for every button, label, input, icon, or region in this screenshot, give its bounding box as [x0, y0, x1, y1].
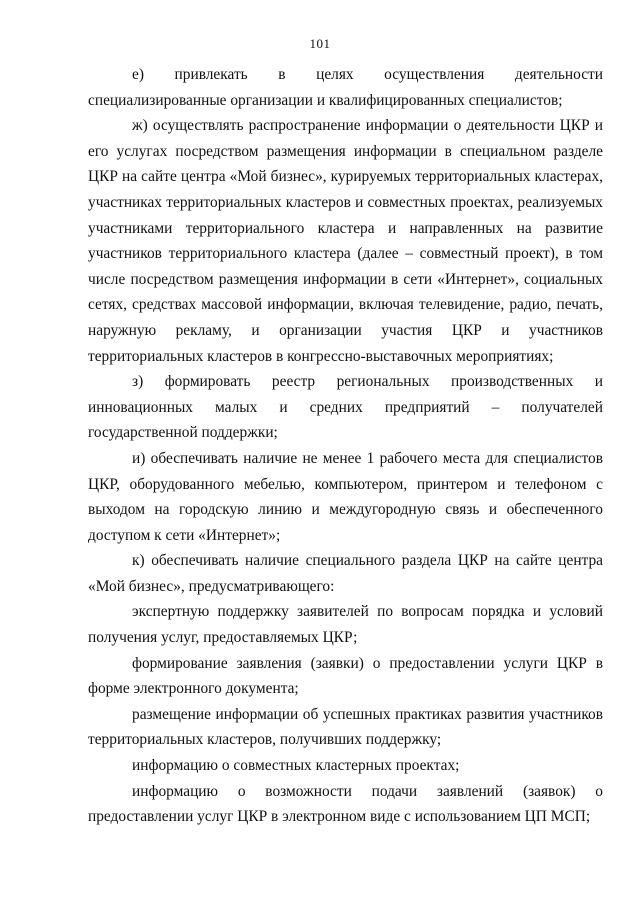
paragraph-application-form: формирование заявления (заявки) о предоставлении услуги ЦКР в форме электронного документа; [88, 654, 603, 698]
paragraph-e: е) привлекать в целях осуществления деятельности специализированные организации и квалифицированных специалистов; [88, 66, 603, 109]
paragraph-z: з) формировать реестр региональных производственных и инновационных малых и средних предприятий – получателей государственной поддержки; [88, 373, 603, 442]
paragraph-joint-projects: информацию о совместных кластерных проектах; [132, 757, 460, 775]
paragraph-k: к) обеспечивать наличие специального раздела ЦКР на сайте центра «Мой бизнес», предусматривающего: [88, 552, 603, 595]
paragraph-zh: ж) осуществлять распространение информации о деятельности ЦКР и его услугах посредством размещения информации в специальном разделе ЦКР на сайте центра «Мой бизнес», курируемых территориальных кластерах, участниках территориальных кластеров и совместных проектах, реализуемых участниками территориального кластера и направленных на развитие участников территориального кластера (далее – совместный проект), в том числе посредством размещения информации в сети «Интернет», социальных сетях, средствах массовой информации, включая телевидение, радио, печать, наружную рекламу, и организации участия ЦКР и участников территориальных кластеров в конгрессно-выставочных мероприятиях; [88, 117, 603, 365]
page-number: 101 [309, 36, 331, 51]
paragraph-best-practices: размещение информации об успешных практиках развития участников территориальных кластеров, получивших поддержку; [88, 705, 603, 749]
paragraph-i: и) обеспечивать наличие не менее 1 рабочего места для специалистов ЦКР, оборудованного мебелью, компьютером, принтером и телефоном с выходом на городскую линию и междугородную связь и обеспеченного доступом к сети «Интернет»; [88, 449, 603, 544]
paragraph-expert-support: экспертную поддержку заявителей по вопросам порядка и условий получения услуг, предоставляемых ЦКР; [88, 603, 603, 647]
paragraph-electronic-submission: информацию о возможности подачи заявлений (заявок) о предоставлении услуг ЦКР в электронном виде с использованием ЦП МСП; [88, 782, 603, 826]
document-body [88, 62, 603, 830]
